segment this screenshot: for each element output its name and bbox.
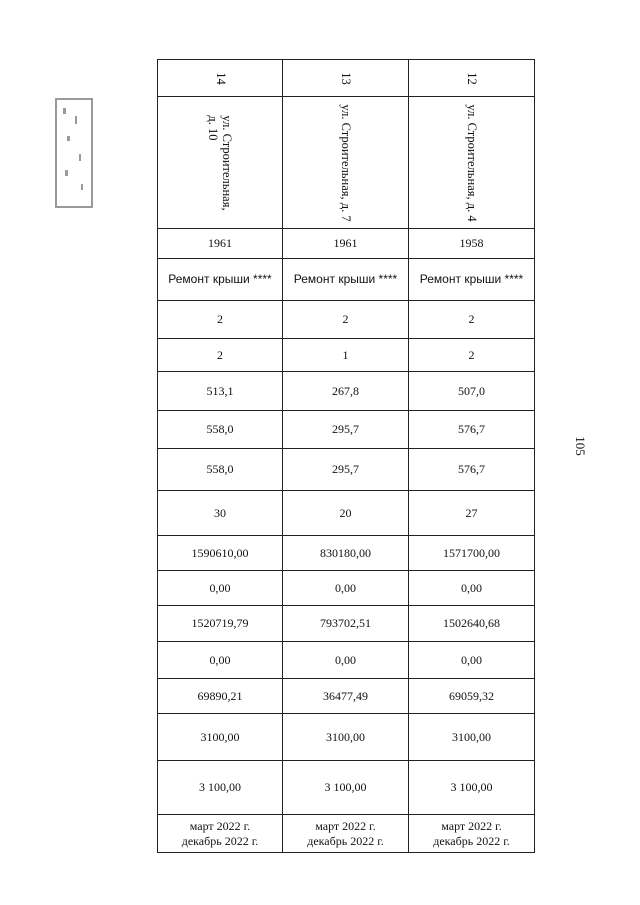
page-number: 105 <box>572 436 588 456</box>
value-cell: 558,0 <box>158 411 283 449</box>
period-end: декабрь 2022 г. <box>181 833 259 848</box>
value-cell: 2 <box>409 339 535 372</box>
value-cell: 3 100,00 <box>158 761 283 815</box>
faded-stamp-mark <box>53 96 95 210</box>
value-cell: 69890,21 <box>158 679 283 714</box>
value-cell: 1590610,00 <box>158 536 283 571</box>
value-cell: 2 <box>158 301 283 339</box>
period-cell <box>283 815 409 853</box>
period-cell <box>158 815 283 853</box>
value-cell: 267,8 <box>283 372 409 411</box>
table-row <box>158 606 535 642</box>
address-cell: ул. Строительная, д. 7 <box>338 103 353 222</box>
period-start: март 2022 г. <box>315 818 376 833</box>
value-cell: 2 <box>409 301 535 339</box>
value-cell: 3100,00 <box>158 714 283 761</box>
value-cell: 1571700,00 <box>409 536 535 571</box>
period-start: март 2022 г. <box>441 818 502 833</box>
value-cell: 0,00 <box>158 642 283 679</box>
value-cell: 513,1 <box>158 372 283 411</box>
table-row <box>158 571 535 606</box>
table-row <box>158 536 535 571</box>
value-cell: 3 100,00 <box>283 761 409 815</box>
value-cell: 69059,32 <box>409 679 535 714</box>
column-index: 13 <box>339 71 353 85</box>
table-row <box>158 411 535 449</box>
table-row <box>158 761 535 815</box>
value-cell: 20 <box>283 491 409 536</box>
table-row <box>158 339 535 372</box>
value-cell: 0,00 <box>283 642 409 679</box>
table-row <box>158 714 535 761</box>
value-cell: 0,00 <box>409 642 535 679</box>
table-row <box>158 642 535 679</box>
column-index: 12 <box>465 71 479 85</box>
table-row <box>158 372 535 411</box>
value-cell: 27 <box>409 491 535 536</box>
value-cell: 0,00 <box>158 571 283 606</box>
table-row <box>158 60 535 97</box>
work-type-cell: Ремонт крыши **** <box>283 259 409 301</box>
value-cell: 1502640,68 <box>409 606 535 642</box>
value-cell: 0,00 <box>283 571 409 606</box>
table-row <box>158 679 535 714</box>
year-cell: 1961 <box>283 229 409 259</box>
table-row <box>158 229 535 259</box>
work-type-cell: Ремонт крыши **** <box>158 259 283 301</box>
value-cell: 30 <box>158 491 283 536</box>
period-end: декабрь 2022 г. <box>433 833 510 848</box>
data-table <box>157 59 535 853</box>
table-row <box>158 301 535 339</box>
value-cell: 1 <box>283 339 409 372</box>
table-row <box>158 491 535 536</box>
table-row <box>158 97 535 229</box>
period-end: декабрь 2022 г. <box>307 833 384 848</box>
value-cell: 2 <box>158 339 283 372</box>
value-cell: 576,7 <box>409 411 535 449</box>
work-type-cell: Ремонт крыши **** <box>409 259 535 301</box>
address-cell: ул. Строительная, д. 4 <box>464 103 479 222</box>
value-cell: 830180,00 <box>283 536 409 571</box>
value-cell: 3100,00 <box>409 714 535 761</box>
value-cell: 558,0 <box>158 449 283 491</box>
period-start: март 2022 г. <box>189 818 251 833</box>
value-cell: 0,00 <box>409 571 535 606</box>
value-cell: 295,7 <box>283 449 409 491</box>
value-cell: 1520719,79 <box>158 606 283 642</box>
value-cell: 3100,00 <box>283 714 409 761</box>
table-row <box>158 815 535 853</box>
value-cell: 2 <box>283 301 409 339</box>
value-cell: 3 100,00 <box>409 761 535 815</box>
value-cell: 576,7 <box>409 449 535 491</box>
year-cell: 1958 <box>409 229 535 259</box>
table-row <box>158 449 535 491</box>
column-index: 14 <box>213 71 228 85</box>
year-cell: 1961 <box>158 229 283 259</box>
value-cell: 793702,51 <box>283 606 409 642</box>
period-cell <box>409 815 535 853</box>
value-cell: 36477,49 <box>283 679 409 714</box>
address-cell: ул. Строительная, д. 10 <box>206 114 234 211</box>
table-row <box>158 259 535 301</box>
value-cell: 295,7 <box>283 411 409 449</box>
value-cell: 507,0 <box>409 372 535 411</box>
